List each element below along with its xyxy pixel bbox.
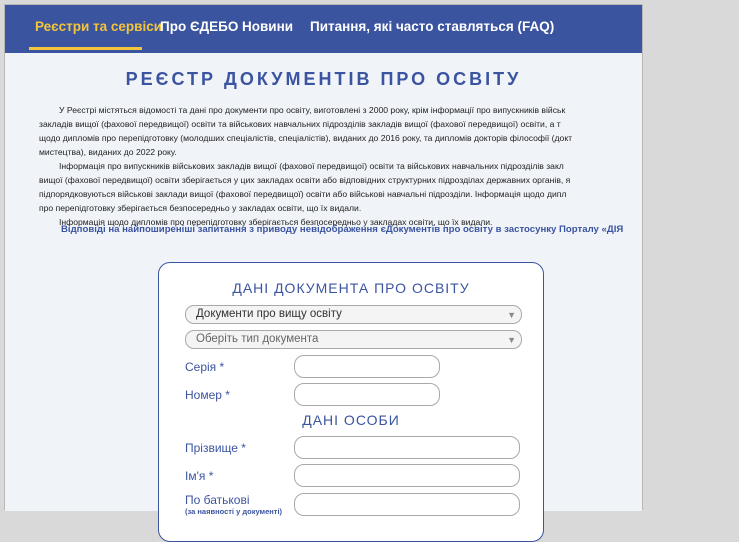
nav-about-edebo[interactable]: Про ЄДЕБО <box>160 19 239 34</box>
surname-label: Прізвище * <box>185 441 246 455</box>
info-text <box>39 103 739 229</box>
nav-registries-services[interactable]: Реєстри та сервіси <box>35 19 163 34</box>
info-paragraph: закладів вищої (фахової передвищої) освіти та військових навчальних підрозділів закладів вищої (фахової передвищої) освіти, а т <box>39 119 561 129</box>
patronymic-input[interactable] <box>294 493 520 516</box>
person-section-title: ДАНІ ОСОБИ <box>302 412 400 428</box>
nav-news[interactable]: Новини <box>242 19 294 34</box>
document-section-title: ДАНІ ДОКУМЕНТА ПРО ОСВІТУ <box>232 280 470 296</box>
document-category-select[interactable] <box>185 305 522 324</box>
document-search-form <box>158 262 544 542</box>
info-paragraph: У Реєстрі містяться відомості та дані про документи про освіту, виготовлені з 2000 року, крім інформації про випускників військ <box>59 105 566 115</box>
document-category-value: Документи про вищу освіту <box>196 308 342 320</box>
document-type-select[interactable] <box>185 330 522 349</box>
info-paragraph: Інформація про випускників військових закладів вищої (фахової передвищої) освіти та військових навчальних підрозділів закл <box>59 161 564 171</box>
number-input[interactable] <box>294 383 440 406</box>
first-name-input[interactable] <box>294 464 520 487</box>
browser-frame <box>4 4 643 516</box>
page-title: РЕЄСТР ДОКУМЕНТІВ ПРО ОСВІТУ <box>125 69 522 89</box>
patronymic-hint: (за наявності у документі) <box>185 507 283 516</box>
patronymic-label: По батькові <box>185 493 250 507</box>
info-paragraph: Інформація щодо дипломів про перепідготовку зберігається безпосередньо у закладах освіти, що їх видали. <box>59 217 493 227</box>
chevron-down-icon: ▼ <box>507 310 516 320</box>
series-input[interactable] <box>294 355 440 378</box>
info-paragraph: підпорядковуються військові заклади вищої (фахової передвищої) освіти або військові навчальні підрозділи. Інформація щодо дипл <box>39 189 567 199</box>
info-paragraph: мистецтва), виданих до 2022 року. <box>39 147 177 157</box>
document-type-placeholder: Оберіть тип документа <box>196 333 319 345</box>
chevron-down-icon: ▼ <box>507 335 516 345</box>
nav-faq[interactable]: Питання, які часто ставляться (FAQ) <box>310 19 555 34</box>
first-name-label: Ім'я * <box>185 469 214 483</box>
active-nav-underline <box>29 47 142 50</box>
info-paragraph: вищої (фахової передвищої) освіти зберігається у цих закладах освіти або відповідних структурних підрозділах державних органів, я <box>39 175 571 185</box>
faq-diia-link[interactable]: Відповіді на найпоширеніші запитання з приводу невідображення єДокументів про освіту в застосунку Порталу «ДІЯ <box>61 224 624 235</box>
series-label: Серія * <box>185 360 225 374</box>
surname-input[interactable] <box>294 436 520 459</box>
info-paragraph: щодо дипломів про перепідготовку (молодших спеціалістів, спеціалістів), виданих до 2016 року, та дипломів докторів філософії (докт <box>39 133 573 143</box>
info-paragraph: про перепідготовку зберігається безпосередньо у закладах освіти, що їх видали. <box>39 203 362 213</box>
top-navbar <box>5 5 642 53</box>
page-content <box>5 53 642 516</box>
number-label: Номер * <box>185 388 230 402</box>
